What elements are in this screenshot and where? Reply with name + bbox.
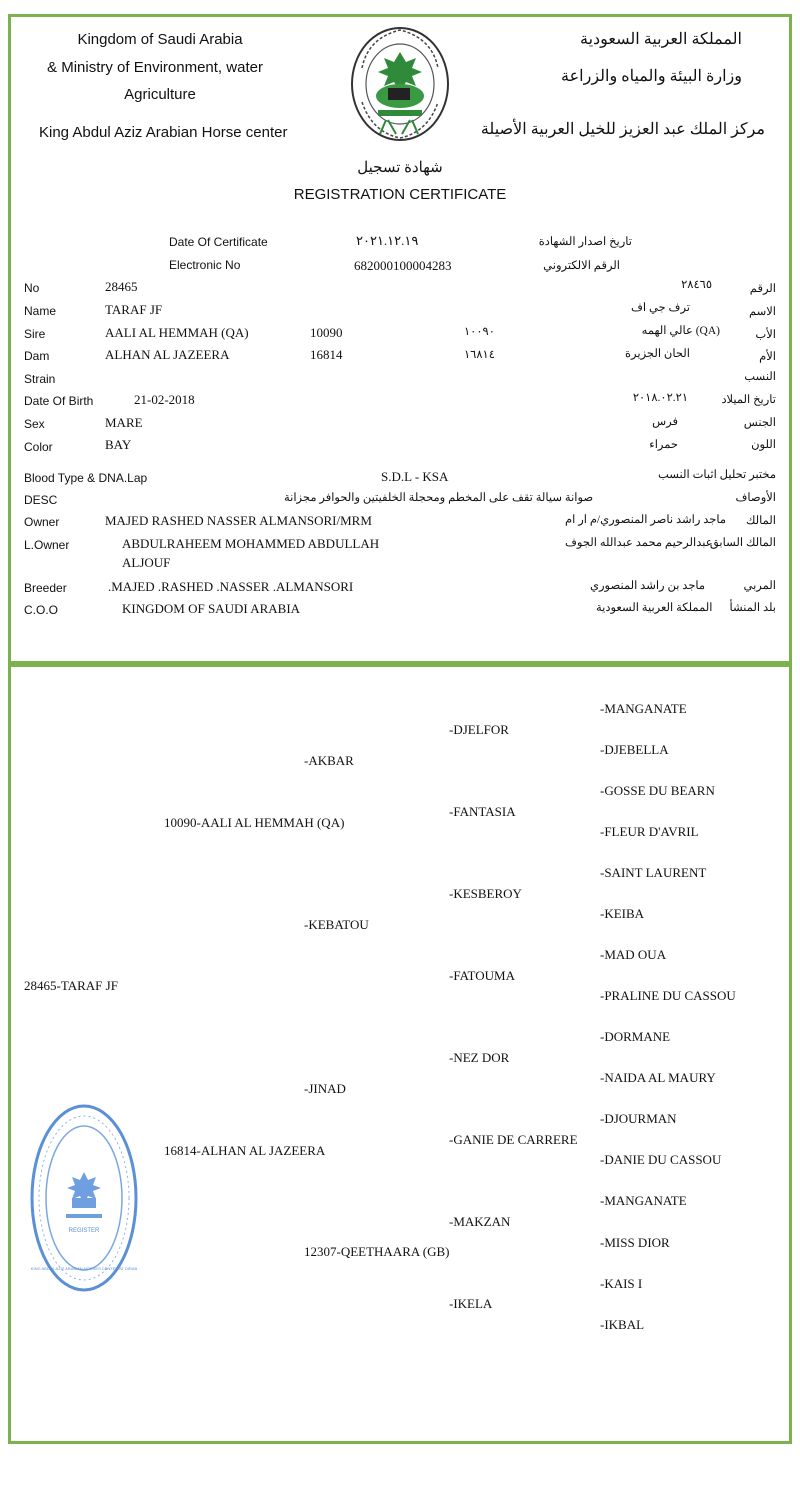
electronic-no-label: Electronic No (169, 258, 241, 272)
blood-value: S.D.L - KSA (381, 469, 449, 484)
color-label: Color (24, 440, 53, 454)
pedigree-gen4-6: -KEIBA (600, 906, 645, 921)
dam-number: 16814 (310, 347, 343, 362)
pedigree-gen4-14: -MISS DIOR (600, 1235, 670, 1250)
owner-label: Owner (24, 515, 60, 529)
dam-value-ar: الحان الجزيرة (625, 348, 690, 360)
blood-label: Blood Type & DNA.Lap (24, 471, 148, 485)
dob-label-ar: تاريخ الميلاد (721, 394, 776, 406)
pedigree-dam: 16814-ALHAN AL JAZEERA (164, 1143, 326, 1158)
sire-label-ar: الأب (755, 329, 776, 341)
no-label: No (24, 281, 40, 295)
dam-label-ar: الأم (759, 351, 776, 363)
pedigree-subject: 28465-TARAF JF (24, 978, 118, 993)
sire-label: Sire (24, 327, 46, 341)
pedigree-gen4-13: -MANGANATE (600, 1193, 687, 1208)
header-en-line-2: & Ministry of Environment, water (47, 59, 263, 76)
owner-label-ar: المالك (745, 515, 776, 527)
page-bottom-margin (0, 1444, 800, 1500)
dob-label: Date Of Birth (24, 394, 94, 408)
pedigree-gen4-1: -MANGANATE (600, 701, 687, 716)
pedigree-gen2-1: -AKBAR (304, 753, 354, 768)
header-ar-line-2: وزارة البيئة والمياه والزراعة (561, 68, 742, 85)
pedigree-gen4-10: -NAIDA AL MAURY (600, 1070, 716, 1085)
strain-label-ar: النسب (744, 371, 776, 383)
pedigree-panel (8, 664, 792, 1444)
title-en: REGISTRATION CERTIFICATE (293, 186, 507, 203)
electronic-no-value: 682000100004283 (354, 258, 452, 273)
name-value: TARAF JF (105, 302, 163, 317)
cert-date-label-ar: تاريخ اصدار الشهادة (538, 236, 632, 248)
header-en-center: King Abdul Aziz Arabian Horse center (39, 124, 288, 141)
pedigree-gen4-3: -GOSSE DU BEARN (600, 783, 715, 798)
owner-value: MAJED RASHED NASSER ALMANSORI/MRM (105, 513, 372, 528)
no-value-ar: ٢٨٤٦٥ (681, 279, 712, 291)
dam-value: ALHAN AL JAZEERA (105, 347, 230, 362)
pedigree-gen3-4: -FATOUMA (449, 968, 515, 983)
cert-date-value: ٢٠٢١.١٢.١٩ (356, 233, 419, 248)
header-ar-line-3: مركز الملك عبد العزيز للخيل العربية الأصيلة (480, 121, 765, 138)
pedigree-gen3-1: -DJELFOR (449, 722, 509, 737)
lowner-value: ABDULRAHEEM MOHAMMED ABDULLAH (122, 536, 380, 551)
lowner-label-ar: المالك السابق (709, 537, 776, 549)
breeder-value-ar: ماجد بن راشد المنصوري (590, 580, 706, 592)
pedigree-gen3-7: -MAKZAN (449, 1214, 511, 1229)
sex-label-ar: الجنس (743, 417, 776, 429)
dob-value: 21-02-2018 (134, 392, 195, 407)
pedigree-gen2-4: 12307-QEETHAARA (GB) (304, 1244, 450, 1259)
pedigree-gen2-2: -KEBATOU (304, 917, 369, 932)
breeder-label-ar: المربي (743, 580, 776, 592)
pedigree-gen4-8: -PRALINE DU CASSOU (600, 988, 736, 1003)
pedigree-gen3-5: -NEZ DOR (449, 1050, 510, 1065)
sire-value: AALI AL HEMMAH (QA) (105, 325, 249, 340)
lowner-value-ar: عبدالرحيم محمد عبدالله الجوف (565, 537, 713, 549)
pedigree-gen4-11: -DJOURMAN (600, 1111, 677, 1126)
pedigree-gen4-4: -FLEUR D'AVRIL (600, 824, 699, 839)
color-label-ar: اللون (751, 439, 776, 451)
no-value: 28465 (105, 279, 138, 294)
sex-value-ar: فرس (652, 416, 678, 428)
pedigree-gen4-15: -KAIS I (600, 1276, 643, 1291)
pedigree-gen4-12: -DANIE DU CASSOU (600, 1152, 722, 1167)
electronic-no-label-ar: الرقم الالكتروني (543, 260, 620, 272)
breeder-label: Breeder (24, 581, 67, 595)
desc-label: DESC (24, 493, 58, 507)
coo-value-ar: المملكة العربية السعودية (596, 602, 713, 614)
coo-label: C.O.O (24, 603, 59, 617)
pedigree-sire: 10090-AALI AL HEMMAH (QA) (164, 815, 345, 830)
sex-label: Sex (24, 417, 45, 431)
cert-date-label: Date Of Certificate (169, 235, 268, 249)
desc-value-ar: صوانة سيالة تقف على المخطم ومحجلة الخلفيتين والحوافر مجزانة (284, 492, 594, 504)
pedigree-gen3-2: -FANTASIA (449, 804, 516, 819)
pedigree-gen4-16: -IKBAL (600, 1317, 645, 1332)
sire-value-ar: (QA) عالي الهمه (641, 325, 720, 337)
name-value-ar: ترف جي اف (630, 302, 690, 314)
stamp-word: REGISTER (68, 1228, 100, 1234)
title-ar: شهادة تسجيل (357, 160, 443, 176)
pedigree-gen4-5: -SAINT LAURENT (600, 865, 707, 880)
dam-number-ar: ١٦٨١٤ (464, 349, 495, 361)
ministry-logo-icon (348, 24, 452, 156)
stamp-ring-text: KING ABDUL AZIZ ARABIAN HORSES CENTER AT DIRAB (30, 1266, 138, 1271)
sire-number-ar: ١٠٠٩٠ (464, 326, 495, 338)
sex-value: MARE (105, 415, 143, 430)
dob-value-ar: ٢٠١٨.٠٢.٢١ (632, 392, 688, 404)
pedigree-gen3-3: -KESBEROY (449, 886, 522, 901)
registry-stamp-icon (28, 1100, 140, 1296)
pedigree-gen2-3: -JINAD (304, 1081, 346, 1096)
color-value-ar: حمراء (649, 439, 678, 451)
color-value: BAY (105, 437, 132, 452)
pedigree-gen4-2: -DJEBELLA (600, 742, 669, 757)
desc-label-ar: الأوصاف (735, 492, 776, 504)
owner-value-ar: ماجد راشد ناصر المنصوري/م ار ام (565, 514, 727, 526)
coo-value: KINGDOM OF SAUDI ARABIA (122, 601, 301, 616)
blood-label-ar: مختبر تحليل اثبات النسب (657, 469, 776, 481)
breeder-value: .MAJED .RASHED .NASSER .ALMANSORI (108, 579, 354, 594)
name-label-ar: الاسم (748, 306, 776, 318)
sire-number: 10090 (310, 325, 343, 340)
pedigree-gen3-6: -GANIE DE CARRERE (449, 1132, 578, 1147)
header-en-line-1: Kingdom of Saudi Arabia (77, 31, 243, 48)
dam-label: Dam (24, 349, 50, 363)
strain-label: Strain (24, 372, 56, 386)
header-ar-line-1: المملكة العربية السعودية (580, 31, 742, 48)
lowner-value-line2: ALJOUF (122, 555, 171, 570)
coo-label-ar: بلد المنشأ (729, 602, 776, 614)
name-label: Name (24, 304, 57, 318)
lowner-label: L.Owner (24, 538, 70, 552)
pedigree-gen4-9: -DORMANE (600, 1029, 671, 1044)
pedigree-gen3-8: -IKELA (449, 1296, 493, 1311)
no-label-ar: الرقم (749, 283, 776, 295)
pedigree-gen4-7: -MAD OUA (600, 947, 667, 962)
header-en-line-3: Agriculture (124, 86, 196, 103)
